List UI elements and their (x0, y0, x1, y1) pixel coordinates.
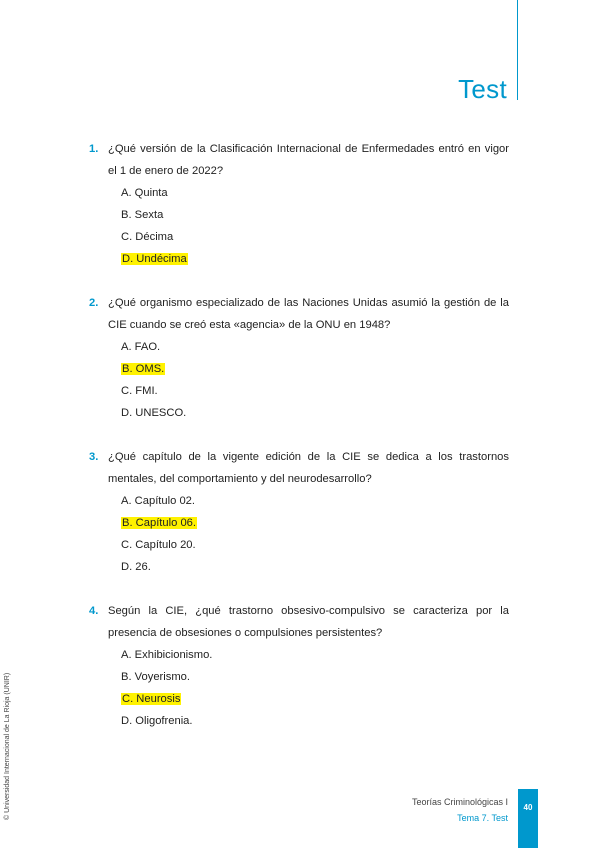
options-list (89, 490, 509, 578)
option-highlighted: B. OMS. (122, 363, 165, 375)
option: A. Exhibicionismo. (121, 649, 213, 661)
options-list (89, 644, 509, 732)
option: D. UNESCO. (121, 407, 187, 419)
option: D. 26. (121, 561, 151, 573)
question-number: 1. (89, 143, 99, 155)
option-highlighted: B. Capítulo 06. (122, 517, 197, 529)
question-4 (89, 600, 509, 732)
page-title: Test (458, 74, 507, 104)
option: B. Sexta (121, 209, 164, 221)
question-number: 4. (89, 605, 99, 617)
option: A. Quinta (121, 187, 168, 199)
question-2 (89, 292, 509, 446)
question-text: Según la CIE, ¿qué trastorno obsesivo-compulsivo se caracteriza por la presencia de obsesiones o compulsiones persistentes? (108, 605, 509, 639)
option: D. Oligofrenia. (121, 715, 193, 727)
copyright-notice: © Universidad Internacional de La Rioja (UNIR) (4, 672, 11, 820)
question-number: 3. (89, 451, 99, 463)
option: C. Capítulo 20. (121, 539, 196, 551)
option: B. Voyerismo. (121, 671, 191, 683)
option: C. Décima (121, 231, 174, 243)
footer-topic: Tema 7. Test (457, 813, 508, 823)
question-number: 2. (89, 297, 99, 309)
question-list (89, 138, 509, 732)
question-3 (89, 446, 509, 600)
option: C. FMI. (121, 385, 158, 397)
top-divider-line (517, 0, 518, 100)
page-number-box (518, 789, 538, 848)
question-text: ¿Qué versión de la Clasificación Internacional de Enfermedades entró en vigor el 1 de enero de 2022? (108, 143, 509, 177)
option: A. FAO. (121, 341, 161, 353)
footer-course-name: Teorías Criminológicas I (411, 797, 508, 807)
options-list (89, 336, 509, 424)
options-list (89, 182, 509, 270)
page-number: 40 (523, 803, 533, 812)
option-highlighted: C. Neurosis (122, 693, 181, 705)
option: A. Capítulo 02. (121, 495, 196, 507)
question-1 (89, 138, 509, 292)
question-text: ¿Qué organismo especializado de las Naciones Unidas asumió la gestión de la CIE cuando se creó esta «agencia» de la ONU en 1948? (108, 297, 509, 331)
question-text: ¿Qué capítulo de la vigente edición de la CIE se dedica a los trastornos mentales, del comportamiento y del neurodesarrollo? (108, 451, 509, 485)
option-highlighted: D. Undécima (122, 253, 187, 265)
